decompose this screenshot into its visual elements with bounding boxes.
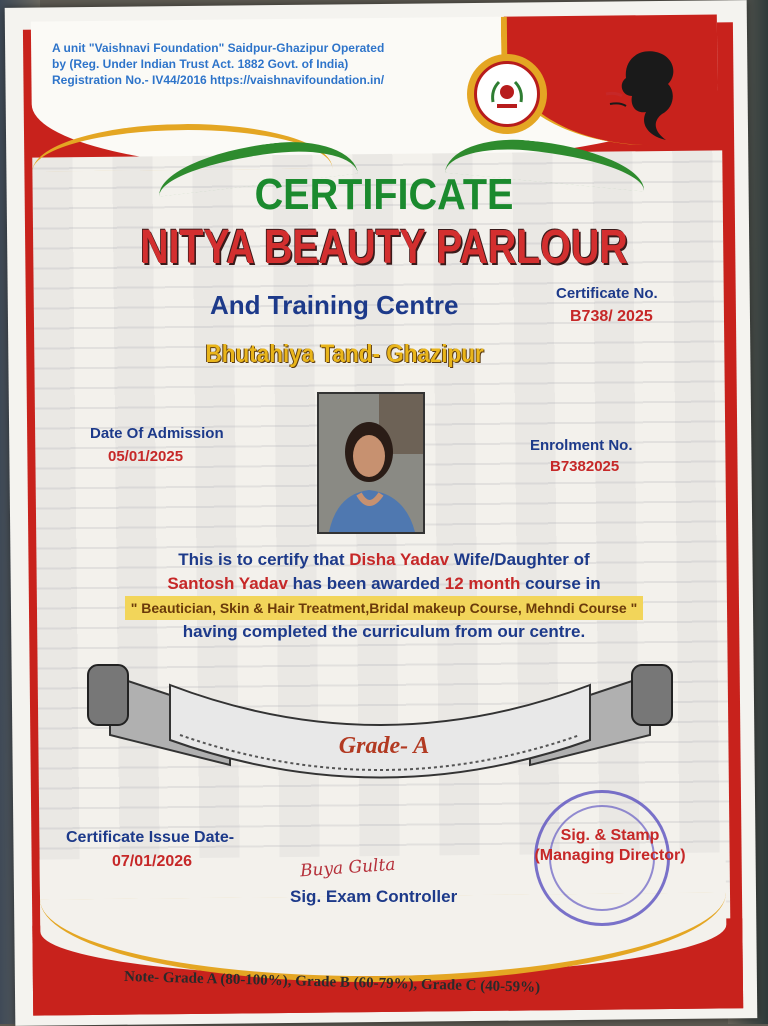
managing-director-label: (Managing Director) bbox=[534, 847, 686, 864]
course-name: Beautician, Skin & Hair Treatment,Bridal makeup Course, Mehndi Course bbox=[141, 600, 627, 616]
header-line-1: A unit "Vaishnavi Foundation" Saidpur-Ghazipur Operated bbox=[52, 41, 385, 55]
father-name: Santosh Yadav bbox=[167, 574, 288, 593]
header-text bbox=[52, 40, 472, 88]
body-text-1: This is to certify that bbox=[178, 550, 350, 569]
course-duration: 12 month bbox=[444, 574, 521, 593]
body-text-5: having completed the curriculum from our centre. bbox=[182, 622, 586, 641]
grade: Grade- A bbox=[338, 733, 430, 759]
certificate-no-label: Certificate No. bbox=[556, 285, 658, 302]
body-text-3: has been awarded bbox=[287, 574, 445, 593]
admission-label: Date Of Admission bbox=[90, 425, 224, 442]
certificate-title: CERTIFICATE bbox=[254, 170, 514, 219]
grade-note: Note- Grade A (80-100%), Grade B (60-79%), Grade C (40-59%) bbox=[123, 968, 541, 996]
header-line-2: by (Reg. Under Indian Trust Act. 1882 Govt. of India) bbox=[52, 57, 349, 71]
parlour-name: NITYA BEAUTY PARLOUR bbox=[140, 221, 628, 274]
course-quote-open: " bbox=[130, 600, 142, 616]
course-quote-close: " bbox=[626, 600, 638, 616]
location: Bhutahiya Tand- Ghazipur bbox=[205, 340, 484, 368]
training-centre: And Training Centre bbox=[210, 290, 459, 320]
certificate-no-value: B738/ 2025 bbox=[570, 308, 653, 325]
student-photo bbox=[317, 392, 425, 534]
issue-date: 07/01/2026 bbox=[112, 853, 193, 870]
body-text-2: Wife/Daughter of bbox=[449, 550, 590, 569]
admission-date: 05/01/2025 bbox=[108, 448, 184, 465]
body-text-4: course in bbox=[520, 574, 601, 593]
exam-controller-signature: Buya Gulta bbox=[299, 854, 397, 882]
sig-exam-controller: Sig. Exam Controller bbox=[290, 887, 458, 906]
lady-silhouette-icon bbox=[596, 44, 686, 144]
enrolment-no: B7382025 bbox=[550, 458, 620, 475]
grade-ribbon bbox=[80, 655, 680, 785]
header-line-3: Registration No.- IV44/2016 https://vaishnavifoundation.in/ bbox=[52, 73, 385, 87]
certification-text bbox=[60, 548, 708, 644]
sig-stamp-label: Sig. & Stamp bbox=[560, 827, 660, 844]
managing-director-signature bbox=[520, 826, 700, 866]
course-name-box bbox=[125, 596, 644, 620]
enrolment-label: Enrolment No. bbox=[530, 437, 633, 454]
student-name: Disha Yadav bbox=[349, 550, 450, 569]
foundation-emblem-icon bbox=[467, 54, 547, 134]
issue-date-label: Certificate Issue Date- bbox=[66, 829, 235, 846]
